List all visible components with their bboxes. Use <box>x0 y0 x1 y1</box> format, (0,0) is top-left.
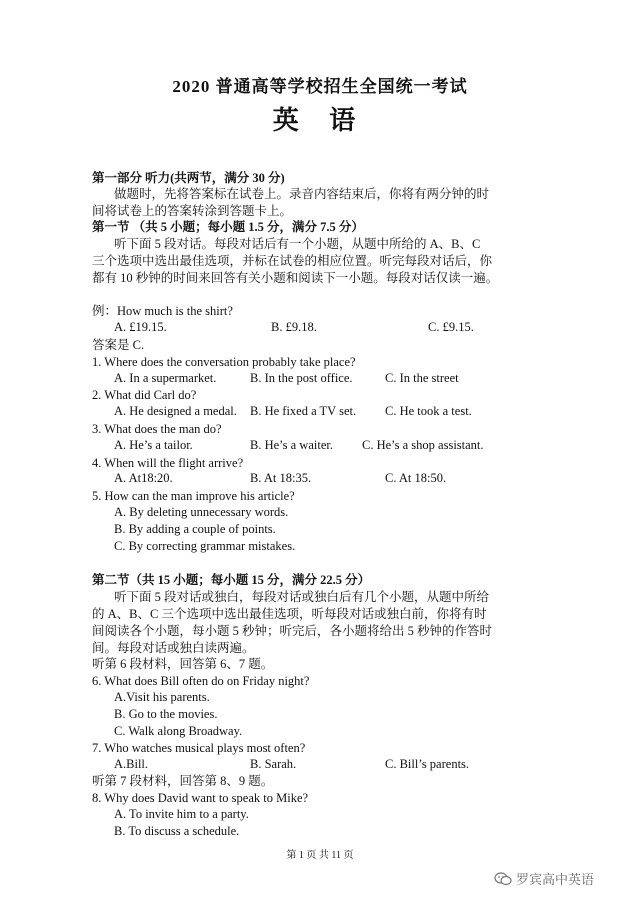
example-option-c: C. £9.15. <box>428 320 474 334</box>
q3-option-c: C. He’s a shop assistant. <box>362 438 484 452</box>
section2-intro-line-4: 间。每段对话或独白读两遍。 <box>92 641 255 655</box>
section2-heading: 第二节（共 15 小题；每小题 15 分，满分 22.5 分） <box>92 573 371 587</box>
q6-option-c: C. Walk along Broadway. <box>114 724 243 738</box>
section1-intro-line-3: 都有 10 秒钟的时间来回答有关小题和阅读下一小题。每段对话仅读一遍。 <box>92 271 499 285</box>
q8-option-b: B. To discuss a schedule. <box>114 824 240 838</box>
example-question: 例：How much is the shirt? <box>92 304 233 318</box>
question-6: 6. What does Bill often do on Friday night? <box>92 674 310 688</box>
section1-heading: 第一节 （共 5 小题；每小题 1.5 分，满分 7.5 分） <box>92 220 364 234</box>
q7-option-a: A.Bill. <box>114 757 149 771</box>
q3-option-a: A. He’s a tailor. <box>114 438 193 452</box>
example-option-a: A. £19.15. <box>114 320 167 334</box>
q4-option-b: B. At 18:35. <box>250 471 312 485</box>
material-6-instruction: 听第 6 段材料，回答第 6、7 题。 <box>92 657 274 671</box>
question-4: 4. When will the flight arrive? <box>92 456 244 470</box>
question-2: 2. What did Carl do? <box>92 388 197 402</box>
q6-option-a: A.Visit his parents. <box>114 690 210 704</box>
watermark <box>494 869 594 888</box>
question-8: 8. Why does David want to speak to Mike? <box>92 791 309 805</box>
example-answer: 答案是 C. <box>92 338 145 352</box>
q6-option-b: B. Go to the movies. <box>114 707 218 721</box>
q2-option-c: C. He took a test. <box>385 404 472 418</box>
q1-option-c: C. In the street <box>385 371 459 385</box>
question-5: 5. How can the man improve his article? <box>92 489 295 503</box>
q2-option-a: A. He designed a medal. <box>114 404 237 418</box>
section2-intro-line-1: 听下面 5 段对话或独白，每段对话或独白后有几个小题，从题中所给 <box>114 590 490 604</box>
part1-intro-line-2: 间将试卷上的答案转涂到答题卡上。 <box>92 204 293 218</box>
question-1: 1. Where does the conversation probably take place? <box>92 355 356 369</box>
example-option-b: B. £9.18. <box>271 320 317 334</box>
q7-option-c: C. Bill’s parents. <box>385 757 470 771</box>
q5-option-b: B. By adding a couple of points. <box>114 522 276 536</box>
q5-option-a: A. By deleting unnecessary words. <box>114 505 289 519</box>
q4-option-a: A. At18:20. <box>114 471 173 485</box>
page-number: 第 1 页 共 11 页 <box>286 850 354 861</box>
q2-option-b: B. He fixed a TV set. <box>250 404 357 418</box>
question-3: 3. What does the man do? <box>92 422 222 436</box>
q5-option-c: C. By correcting grammar mistakes. <box>114 539 296 553</box>
question-7: 7. Who watches musical plays most often? <box>92 741 306 755</box>
exam-title: 2020 普通高等学校招生全国统一考试 <box>172 77 468 96</box>
q7-option-b: B. Sarah. <box>250 757 297 771</box>
q8-option-a: A. To invite him to a party. <box>114 807 249 821</box>
q1-option-b: B. In the post office. <box>250 371 353 385</box>
q1-option-a: A. In a supermarket. <box>114 371 217 385</box>
section2-intro-line-3: 间阅读各个小题，每小题 5 秒钟；听完后，各小题将给出 5 秒钟的作答时 <box>92 624 493 638</box>
part1-intro-line-1: 做题时，先将答案标在试卷上。录音内容结束后，你将有两分钟的时 <box>114 187 490 201</box>
q3-option-b: B. He’s a waiter. <box>250 438 333 452</box>
section1-intro-line-2: 三个选项中选出最佳选项，并标在试卷的相应位置。听完每段对话后，你 <box>92 254 493 268</box>
wechat-icon <box>494 872 512 886</box>
q4-option-c: C. At 18:50. <box>385 471 447 485</box>
subject-title: 英 语 <box>272 106 368 135</box>
material-7-instruction: 听第 7 段材料，回答第 8、9 题。 <box>92 774 274 788</box>
section2-intro-line-2: 的 A、B、C 三个选项中选出最佳选项，听每段对话或独白前，你将有时 <box>92 607 487 621</box>
part1-heading: 第一部分 听力(共两节，满分 30 分) <box>92 171 285 185</box>
section1-intro-line-1: 听下面 5 段对话。每段对话后有一个小题，从题中所给的 A、B、C <box>114 237 481 251</box>
watermark-text: 罗宾高中英语 <box>516 873 595 888</box>
